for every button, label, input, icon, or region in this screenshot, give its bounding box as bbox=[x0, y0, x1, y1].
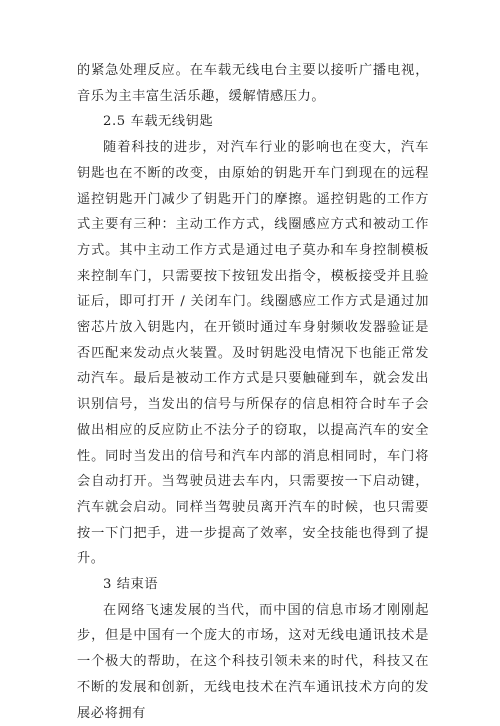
section-heading-3: 3 结束语 bbox=[103, 577, 159, 593]
document-body bbox=[77, 58, 429, 726]
paragraph-continuation: 的紧急处理反应。在车载无线电台主要以接听广播电视，音乐为主丰富生活乐趣，缓解情感压力。 bbox=[77, 63, 429, 104]
section-heading-2-5: 2.5 车载无线钥匙 bbox=[103, 114, 214, 130]
paragraph-conclusion: 在网络飞速发展的当代，而中国的信息市场才刚刚起步，但是中国有一个庞大的市场，这对无线电通讯技术是一个极大的帮助，在这个科技引领未来的时代，科技又在不断的发展和创新，无线电技术在汽车通讯技术方向的发展必将拥有 bbox=[77, 602, 429, 721]
paragraph-wireless-key: 随着科技的进步，对汽车行业的影响也在变大，汽车钥匙也在不断的改变，由原始的钥匙开车门到现在的远程遥控钥匙开门减少了钥匙开门的摩擦。遥控钥匙的工作方式主要有三种：主动工作方式，线圈感应方式和被动工作方式。其中主动工作方式是通过电子莫办和车身控制模板来控制车门，只需要按下按钮发出指令，模板接受并且验证后，即可打开 / 关闭车门。线圈感应工作方式是通过加密芯片放入钥匙内，在开锁时通过车身射频收发器验证是否匹配来发动点火装置。及时钥匙没电情况下也能正常发动汽车。最后是被动工作方式是只要触碰到车，就会发出识别信号，当发出的信号与所保存的信息相符合时车子会做出相应的反应防止不法分子的窃取，以提高汽车的安全性。同时当发出的信号和汽车内部的消息相同时，车门将会自动打开。当驾驶员进去车内，只需要按一下启动键，汽车就会启动。同样当驾驶员离开汽车的时候，也只需要按一下门把手，进一步提高了效率，安全技能也得到了提升。 bbox=[77, 140, 429, 567]
